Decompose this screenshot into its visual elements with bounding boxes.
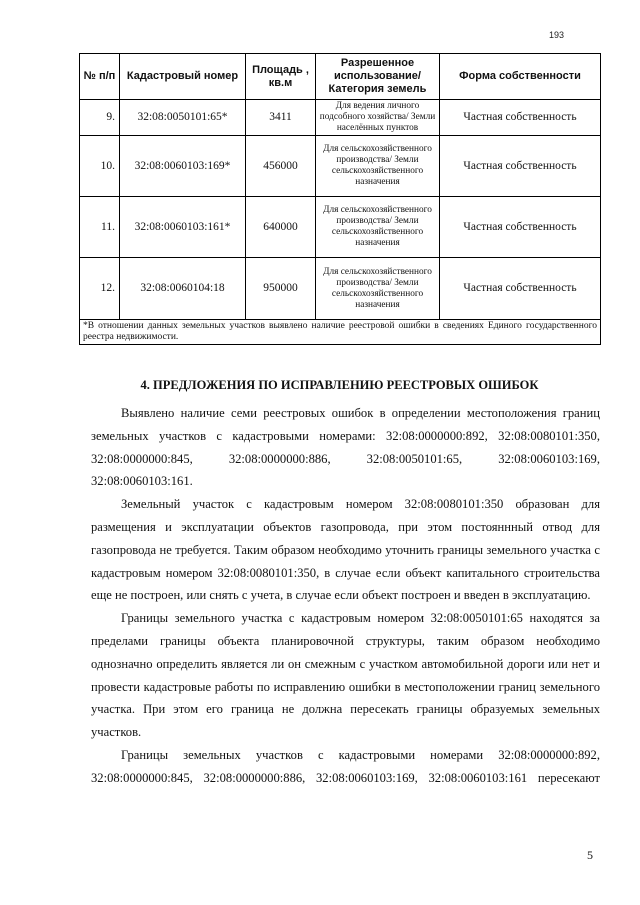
table-row [80, 197, 601, 258]
body-paragraph: Выявлено наличие семи реестровых ошибок в определении местоположения границ земельных участков с кадастровыми номерами: 32:08:0000000:892, 32:08:0080101:350, 32:08:0000000:845, 32:08:0000000:886, 32:08:0050101:65, 32:08:0060103:169, 32:08:0060103:161. [91, 406, 600, 489]
body-paragraph: Границы земельного участка с кадастровым номером 32:08:0050101:65 находятся за пределами границы объекта планировочной структуры, таким образом необходимо однозначно определить является ли он смежным с участком автомобильной дороги или нет и провести кадастровые работы по исправлению ошибки в местоположении границ земельного участка. При этом его граница не должна пересекать границы образуемых земельных участков. [91, 611, 600, 740]
row-num: 10. [80, 136, 120, 197]
table-row [80, 100, 601, 136]
row-cadastral: 32:08:0060104:18 [120, 258, 246, 320]
body-paragraph: Земельный участок с кадастровым номером 32:08:0080101:350 образован для размещения и эксплуатации объектов газопровода, при этом постояннный отвод для газопровода не требуется. Таким образом необходимо уточнить границы земельного участка с кадастровым номером 32:08:0080101:350, в случае если объект капитального строительства еще не построен, или снять с учета, в случае если объект построен и введен в эксплуатацию. [91, 497, 600, 603]
table-header-row [80, 54, 601, 100]
row-area: 456000 [246, 136, 316, 197]
row-area: 640000 [246, 197, 316, 258]
row-cadastral: 32:08:0060103:169* [120, 136, 246, 197]
top-page-number: 193 [549, 30, 565, 40]
row-area: 950000 [246, 258, 316, 320]
row-cadastral: 32:08:0050101:65* [120, 100, 246, 136]
row-num: 12. [80, 258, 120, 320]
row-use: Для сельскохозяйственного производства/ Земли сельскохозяйственного назначения [316, 197, 440, 258]
header-use: Разрешенное использование/ Категория земель [316, 54, 440, 100]
row-num: 9. [80, 100, 120, 136]
table-row [80, 258, 601, 320]
row-num: 11. [80, 197, 120, 258]
row-area: 3411 [246, 100, 316, 136]
row-ownership: Частная собственность [440, 258, 601, 320]
row-ownership: Частная собственность [440, 136, 601, 197]
row-use: Для сельскохозяйственного производства/ Земли сельскохозяйственного назначения [316, 258, 440, 320]
header-cadastral: Кадастровый номер [120, 54, 246, 100]
land-parcels-table [79, 53, 601, 345]
row-ownership: Частная собственность [440, 100, 601, 136]
header-num: № п/п [80, 54, 120, 100]
row-use: Для сельскохозяйственного производства/ Земли сельскохозяйственного назначения [316, 136, 440, 197]
section-body [91, 402, 600, 790]
row-cadastral: 32:08:0060103:161* [120, 197, 246, 258]
row-ownership: Частная собственность [440, 197, 601, 258]
page-number: 5 [587, 848, 593, 862]
body-paragraph: Границы земельных участков с кадастровыми номерами 32:08:0000000:892, 32:08:0000000:845, 32:08:0000000:886, 32:08:0060103:169, 32:08:0060103:161 пересекают [91, 747, 600, 785]
table-footnote-row [80, 320, 601, 345]
header-area: Площадь , кв.м [246, 54, 316, 100]
header-ownership: Форма собственности [440, 54, 601, 100]
table-footnote: *В отношении данных земельных участков выявлено наличие реестровой ошибки в сведениях Единого государственного реестра недвижимости. [80, 320, 601, 345]
section-heading: 4. ПРЕДЛОЖЕНИЯ ПО ИСПРАВЛЕНИЮ РЕЕСТРОВЫХ ОШИБОК [140, 378, 539, 392]
table-row [80, 136, 601, 197]
row-use: Для ведения личного подсобного хозяйства/ Земли населённых пунктов [316, 100, 440, 136]
